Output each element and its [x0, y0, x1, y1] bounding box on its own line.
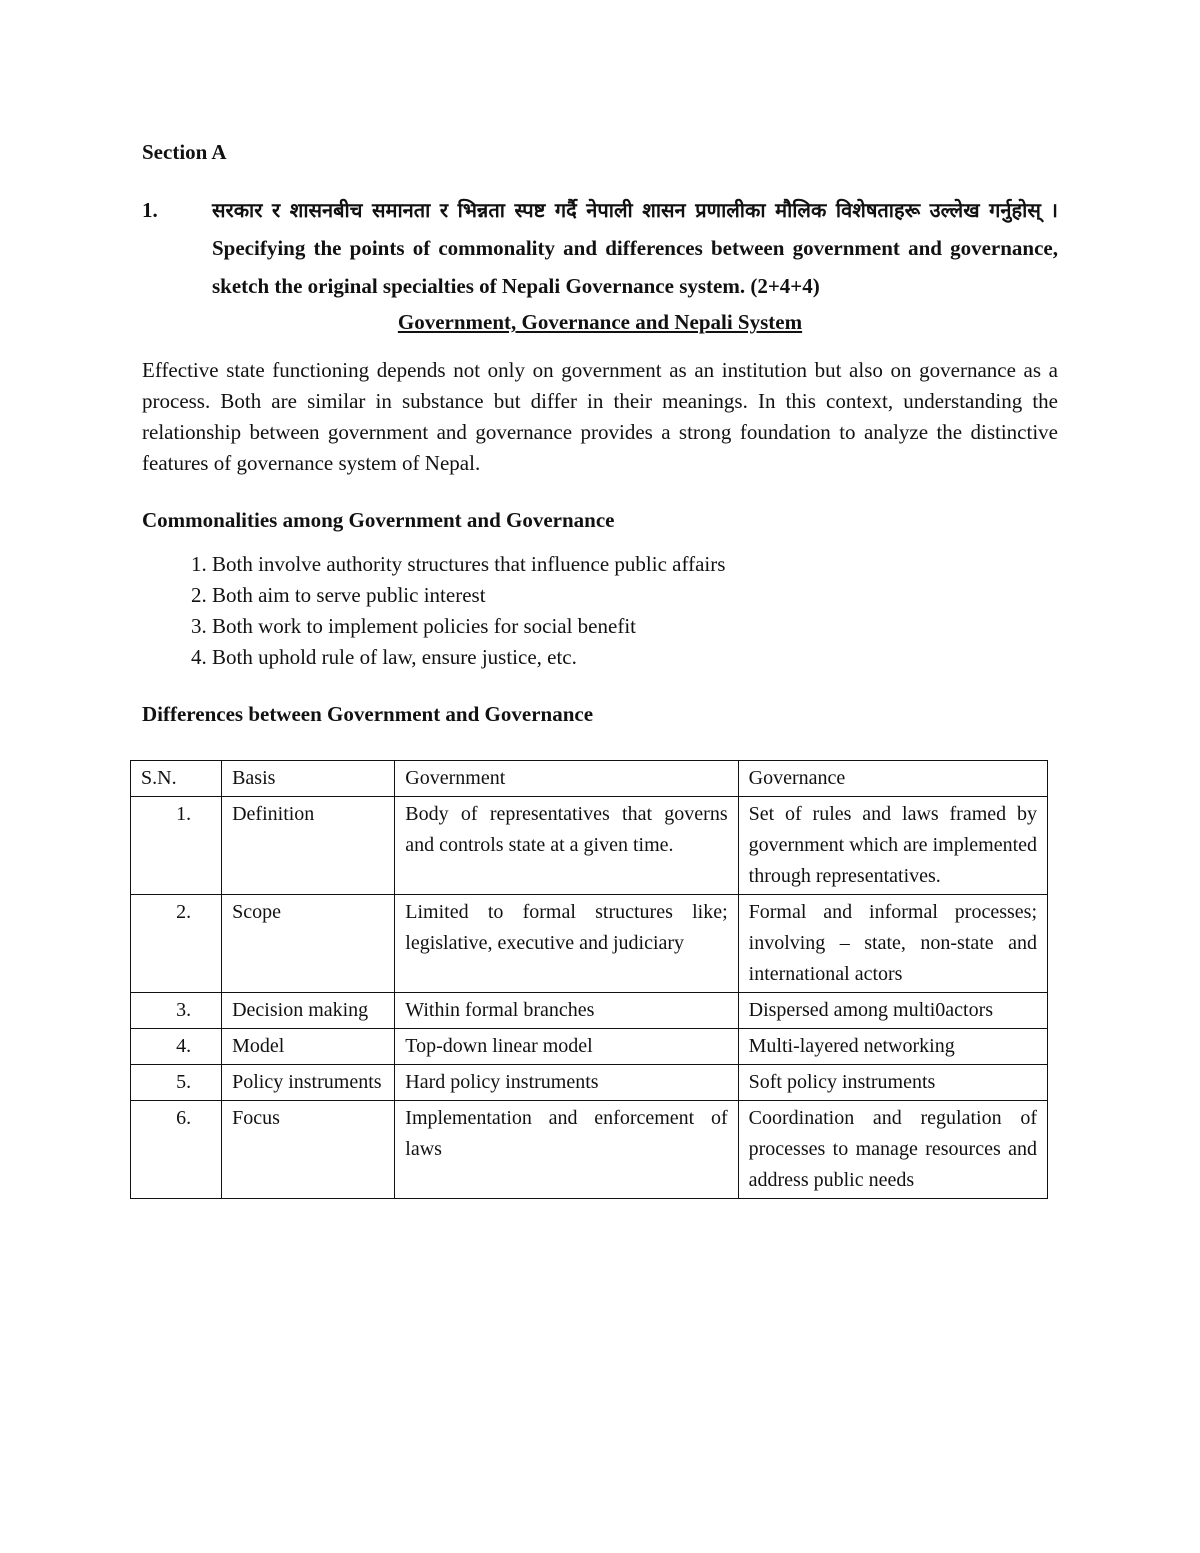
cell-governance: Set of rules and laws framed by government which are implemented through representatives.: [738, 797, 1047, 895]
question-english-text: Specifying the points of commonality and differences between government and governance, sketch the original specialties of Nepali Governance system. (2+4+4): [212, 236, 1058, 298]
table-row: [131, 1029, 1048, 1065]
cell-governance: Coordination and regulation of processes to manage resources and address public needs: [738, 1101, 1047, 1199]
table-row: [131, 1065, 1048, 1101]
cell-government: Hard policy instruments: [395, 1065, 738, 1101]
cell-government: Top-down linear model: [395, 1029, 738, 1065]
cell-governance: Formal and informal processes; involving – state, non-state and international actors: [738, 895, 1047, 993]
document-page: [141, 140, 1058, 1191]
column-header-governance: Governance: [738, 761, 1047, 797]
list-item: 4. Both uphold rule of law, ensure justice, etc.: [212, 642, 1058, 673]
commonalities-list: [142, 549, 1058, 673]
cell-government: Implementation and enforcement of laws: [395, 1101, 738, 1199]
cell-governance: Multi-layered networking: [738, 1029, 1047, 1065]
cell-sn: 1.: [131, 797, 222, 895]
table-row: [131, 993, 1048, 1029]
cell-governance: Dispersed among multi0actors: [738, 993, 1047, 1029]
question-nepali-text: सरकार र शासनबीच समानता र भिन्नता स्पष्ट गर्दै नेपाली शासन प्रणालीका मौलिक विशेषताहरू उल्लेख गर्नुहोस् ।: [212, 198, 1058, 222]
answer-title: Government, Governance and Nepali System: [397, 310, 803, 334]
differences-table: [130, 760, 1048, 1199]
list-item: 2. Both aim to serve public interest: [212, 580, 1058, 611]
cell-government: Within formal branches: [395, 993, 738, 1029]
cell-sn: 5.: [131, 1065, 222, 1101]
commonalities-heading: Commonalities among Government and Governance: [142, 508, 615, 532]
question-1: [142, 191, 1058, 305]
column-header-basis: Basis: [222, 761, 395, 797]
cell-basis: Focus: [222, 1101, 395, 1199]
cell-government: Body of representatives that governs and controls state at a given time.: [395, 797, 738, 895]
cell-basis: Definition: [222, 797, 395, 895]
table-header-row: [131, 761, 1048, 797]
cell-basis: Model: [222, 1029, 395, 1065]
cell-sn: 6.: [131, 1101, 222, 1199]
question-number: 1.: [142, 198, 158, 222]
question-text: [212, 191, 1058, 305]
cell-sn: 2.: [131, 895, 222, 993]
cell-sn: 4.: [131, 1029, 222, 1065]
column-header-government: Government: [395, 761, 738, 797]
cell-basis: Scope: [222, 895, 395, 993]
list-item: 3. Both work to implement policies for social benefit: [212, 611, 1058, 642]
cell-government: Limited to formal structures like; legislative, executive and judiciary: [395, 895, 738, 993]
cell-governance: Soft policy instruments: [738, 1065, 1047, 1101]
table-row: [131, 797, 1048, 895]
differences-heading: Differences between Government and Governance: [142, 702, 594, 726]
section-title: Section A: [142, 140, 227, 164]
cell-sn: 3.: [131, 993, 222, 1029]
table-row: [131, 1101, 1048, 1199]
cell-basis: Policy instruments: [222, 1065, 395, 1101]
list-item: 1. Both involve authority structures that influence public affairs: [212, 549, 1058, 580]
column-header-sn: S.N.: [131, 761, 222, 797]
table-row: [131, 895, 1048, 993]
intro-paragraph: Effective state functioning depends not only on government as an institution but also on governance as a process. Both are similar in substance but differ in their meanings. In this context, understanding the relationship between government and governance provides a strong foundation to analyze the distinctive features of governance system of Nepal.: [142, 358, 1058, 475]
cell-basis: Decision making: [222, 993, 395, 1029]
